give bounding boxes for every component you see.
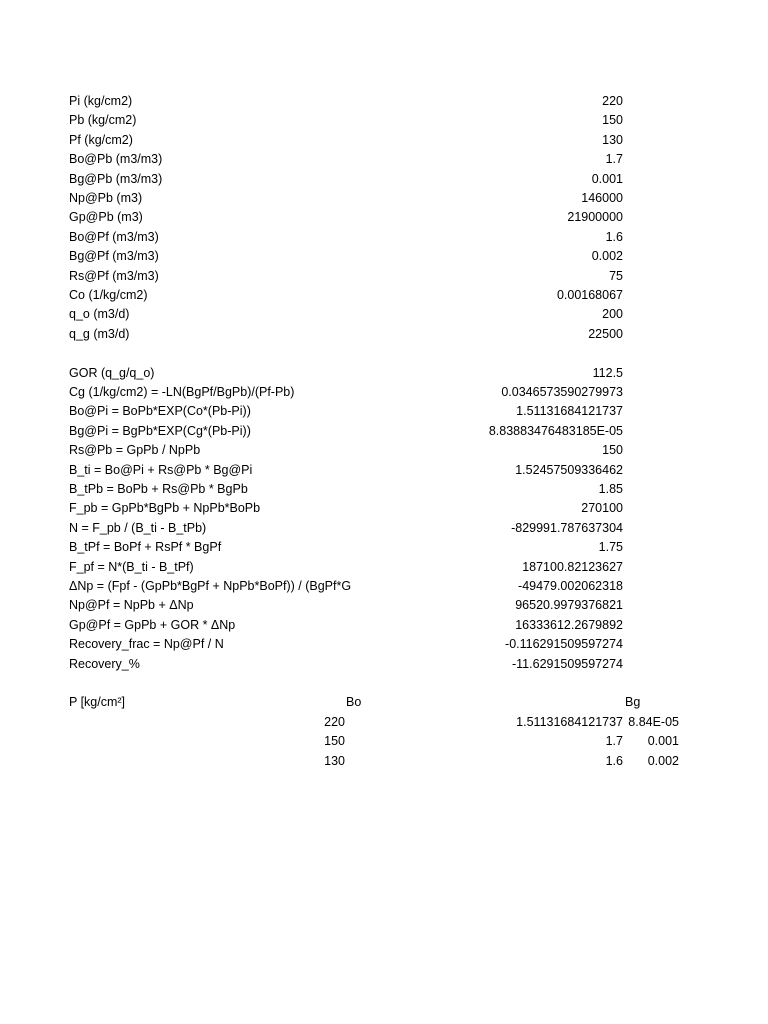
cell-pressure: 220 [324, 714, 345, 729]
input-value: 1.7 [605, 152, 623, 167]
cell-bg: 0.002 [647, 753, 679, 768]
calc-row[interactable] [0, 577, 768, 596]
input-row[interactable] [0, 208, 768, 227]
input-row[interactable] [0, 189, 768, 208]
cell-bo: 1.7 [605, 734, 623, 749]
calc-label: B_tPb = BoPb + Rs@Pb * BgPb [69, 482, 248, 496]
calc-label: Recovery_frac = Np@Pf / N [69, 637, 224, 652]
table-header-row [0, 693, 768, 712]
calc-label: B_ti = Bo@Pi + Rs@Pb * Bg@Pi [69, 462, 253, 477]
calc-row[interactable] [0, 519, 768, 538]
calc-label: Rs@Pb = GpPb / NpPb [69, 443, 201, 458]
input-value: 130 [602, 132, 623, 147]
input-label: Bg@Pb (m3/m3) [69, 171, 163, 186]
calc-label: GOR (q_g/q_o) [69, 365, 155, 380]
table-row[interactable] [0, 752, 768, 771]
input-row[interactable] [0, 247, 768, 266]
cell-pressure: 130 [324, 753, 345, 768]
calc-value: -11.6291509597274 [512, 656, 623, 671]
input-label: Bo@Pb (m3/m3) [69, 152, 163, 167]
input-row[interactable] [0, 325, 768, 344]
calc-value: -49479.002062318 [518, 579, 623, 593]
input-value: 220 [602, 94, 623, 108]
calc-row[interactable] [0, 635, 768, 654]
calc-row[interactable] [0, 480, 768, 499]
input-label: Rs@Pf (m3/m3) [69, 268, 159, 283]
input-label: Np@Pb (m3) [69, 191, 143, 205]
calc-value: 1.51131684121737 [516, 404, 623, 419]
calc-label: F_pb = GpPb*BgPb + NpPb*BoPb [69, 501, 261, 516]
calc-row[interactable] [0, 596, 768, 615]
calc-label: Np@Pf = NpPb + ΔNp [69, 598, 194, 613]
calc-label: Recovery_% [69, 656, 140, 671]
input-row[interactable] [0, 267, 768, 286]
calc-value: 1.52457509336462 [515, 462, 623, 477]
calc-row[interactable] [0, 461, 768, 480]
calc-label: ΔNp = (Fpf - (GpPb*BgPf + NpPb*BoPf)) / (BgPf*G [69, 579, 352, 593]
input-label: Bg@Pf (m3/m3) [69, 249, 159, 264]
input-row[interactable] [0, 92, 768, 111]
calc-value: 187100.82123627 [522, 559, 623, 574]
calc-value: 1.85 [598, 482, 623, 496]
input-value: 21900000 [567, 210, 623, 225]
input-row[interactable] [0, 305, 768, 324]
table-row[interactable] [0, 713, 768, 732]
calc-value: 150 [602, 443, 623, 458]
input-value: 146000 [581, 191, 623, 205]
calc-label: N = F_pb / (B_ti - B_tPb) [69, 520, 207, 535]
calc-row[interactable] [0, 364, 768, 383]
input-label: q_o (m3/d) [69, 307, 130, 322]
calc-value: 8.83883476483185E-05 [488, 423, 623, 438]
cell-bg: 8.84E-05 [628, 714, 679, 729]
input-label: Bo@Pf (m3/m3) [69, 229, 159, 244]
cell-bg: 0.001 [647, 734, 679, 749]
calc-label: F_pf = N*(B_ti - B_tPf) [69, 559, 194, 574]
input-value: 0.002 [591, 249, 623, 264]
input-value: 200 [602, 307, 623, 322]
calc-row[interactable] [0, 441, 768, 460]
calc-value: -0.116291509597274 [505, 637, 623, 652]
input-value: 1.6 [605, 229, 623, 244]
input-row[interactable] [0, 111, 768, 130]
input-value: 0.001 [591, 171, 623, 186]
calc-value: -829991.787637304 [511, 520, 623, 535]
calc-row[interactable] [0, 422, 768, 441]
calc-row[interactable] [0, 538, 768, 557]
calc-label: Gp@Pf = GpPb + GOR * ΔNp [69, 617, 236, 632]
input-label: Pi (kg/cm2) [69, 94, 133, 108]
calc-row[interactable] [0, 655, 768, 674]
input-label: Co (1/kg/cm2) [69, 288, 148, 302]
header-bg: Bg [625, 695, 641, 710]
calc-row[interactable] [0, 402, 768, 421]
input-label: q_g (m3/d) [69, 326, 130, 341]
header-pressure: P [kg/cm²] [69, 695, 126, 710]
calc-value: 0.0346573590279973 [501, 385, 623, 399]
calc-value: 96520.9979376821 [515, 598, 623, 613]
input-row[interactable] [0, 131, 768, 150]
calc-label: Bo@Pi = BoPb*EXP(Co*(Pb-Pi)) [69, 404, 251, 419]
header-bo: Bo [346, 695, 362, 710]
input-value: 0.00168067 [556, 288, 623, 302]
input-label: Pb (kg/cm2) [69, 113, 137, 128]
calc-value: 1.75 [598, 540, 623, 555]
input-row[interactable] [0, 228, 768, 247]
input-value: 75 [609, 268, 623, 283]
calc-row[interactable] [0, 616, 768, 635]
calc-row[interactable] [0, 499, 768, 518]
calc-value: 270100 [581, 501, 623, 516]
input-row[interactable] [0, 150, 768, 169]
calc-value: 112.5 [592, 365, 623, 380]
cell-bo: 1.51131684121737 [516, 714, 623, 729]
input-row[interactable] [0, 286, 768, 305]
calc-label: Cg (1/kg/cm2) = -LN(BgPf/BgPb)/(Pf-Pb) [69, 385, 295, 399]
calc-row[interactable] [0, 383, 768, 402]
calc-label: Bg@Pi = BgPb*EXP(Cg*(Pb-Pi)) [69, 423, 251, 438]
input-label: Pf (kg/cm2) [69, 132, 133, 147]
cell-pressure: 150 [324, 734, 345, 749]
table-row[interactable] [0, 732, 768, 751]
cell-bo: 1.6 [605, 753, 623, 768]
input-value: 22500 [588, 326, 623, 341]
input-label: Gp@Pb (m3) [69, 210, 143, 225]
calc-row[interactable] [0, 558, 768, 577]
input-row[interactable] [0, 170, 768, 189]
calc-label: B_tPf = BoPf + RsPf * BgPf [69, 540, 222, 555]
input-value: 150 [602, 113, 623, 128]
calc-value: 16333612.2679892 [515, 617, 623, 632]
